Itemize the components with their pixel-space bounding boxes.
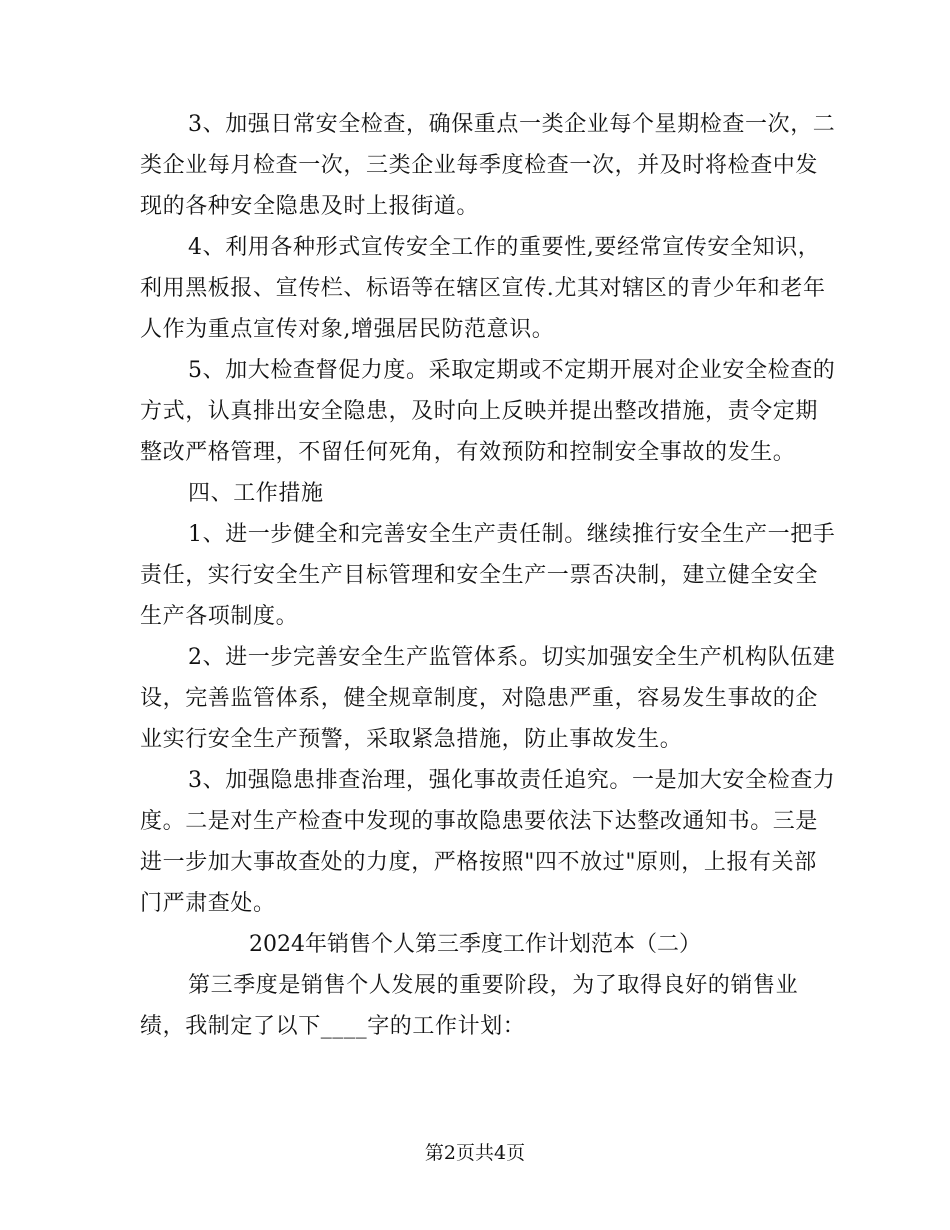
- page-number: 第2页共4页: [424, 1142, 526, 1164]
- measure-2-line-2: 设，完善监管体系，健全规章制度，对隐患严重，容易发生事故的企: [140, 686, 819, 711]
- paragraph-4-line-3: 人作为重点宣传对象,增强居民防范意识。: [140, 317, 555, 342]
- paragraph-4-line-2: 利用黑板报、宣传栏、标语等在辖区宣传.尤其对辖区的青少年和老年: [140, 276, 826, 301]
- measure-1-line-3: 生产各项制度。: [140, 604, 299, 629]
- measure-2-line-1: 2、进一步完善安全生产监管体系。切实加强安全生产机构队伍建: [188, 645, 836, 670]
- paragraph-5-line-3: 整改严格管理，不留任何死角，有效预防和控制安全事故的发生。: [140, 440, 796, 465]
- measure-1-line-2: 责任，实行安全生产目标管理和安全生产一票否决制，建立健全安全: [140, 563, 819, 588]
- measure-3-line-4: 门严肃查处。: [140, 891, 276, 916]
- paragraph-5-line-2: 方式，认真排出安全隐患，及时向上反映并提出整改措施，责令定期: [140, 399, 819, 424]
- paragraph-5-line-1: 5、加大检查督促力度。采取定期或不定期开展对企业安全检查的: [188, 358, 836, 383]
- paragraph-3-line-2: 类企业每月检查一次，三类企业每季度检查一次，并及时将检查中发: [140, 153, 819, 178]
- intro-line-2: 绩，我制定了以下____字的工作计划：: [140, 1014, 526, 1039]
- intro-line-1: 第三季度是销售个人发展的重要阶段，为了取得良好的销售业: [188, 973, 799, 998]
- paragraph-3-line-3: 现的各种安全隐患及时上报街道。: [140, 194, 480, 219]
- measure-1-line-1: 1、进一步健全和完善安全生产责任制。继续推行安全生产一把手: [188, 522, 836, 547]
- section-heading: 四、工作措施: [188, 481, 324, 506]
- measure-2-line-3: 业实行安全生产预警，采取紧急措施，防止事故发生。: [140, 727, 683, 752]
- section-title: 2024年销售个人第三季度工作计划范本（二）: [249, 932, 701, 957]
- measure-3-line-3: 进一步加大事故查处的力度，严格按照"四不放过"原则，上报有关部: [140, 850, 817, 875]
- paragraph-4-line-1: 4、利用各种形式宣传安全工作的重要性,要经常宣传安全知识，: [188, 235, 821, 260]
- paragraph-3-line-1: 3、加强日常安全检查，确保重点一类企业每个星期检查一次，二: [188, 112, 836, 137]
- measure-3-line-2: 度。二是对生产检查中发现的事故隐患要依法下达整改通知书。三是: [140, 809, 819, 834]
- measure-3-line-1: 3、加强隐患排查治理，强化事故责任追究。一是加大安全检查力: [188, 768, 836, 793]
